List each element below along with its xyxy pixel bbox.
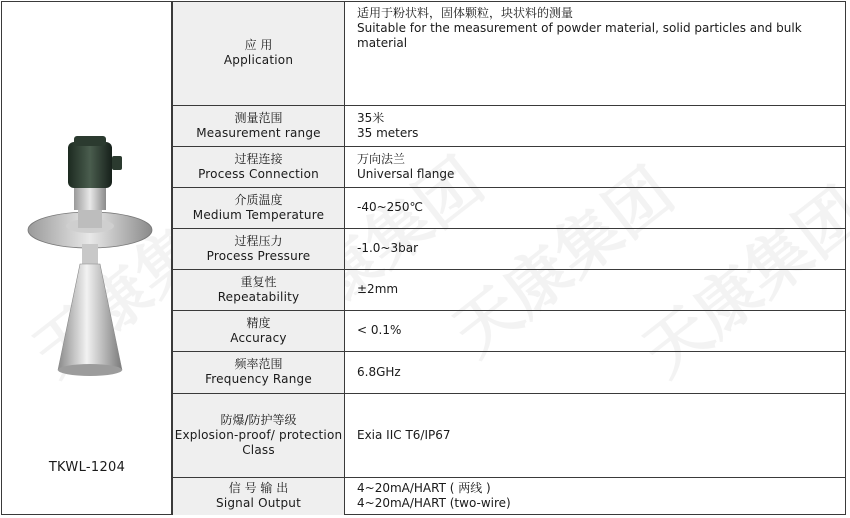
spec-label-en: Application [223,53,294,68]
spec-label-cell [173,2,345,105]
spec-value-cell [345,105,846,146]
radar-level-meter-image [22,132,158,382]
spec-label-en: Process Connection [198,166,319,181]
spec-label-en: Explosion-proof/ protection Class [174,427,343,457]
spec-label-zh: 应 用 [244,38,273,53]
spec-value-line: 4~20mA/HART (two-wire) [357,496,511,511]
spec-label-en: Frequency Range [205,372,312,386]
spec-label-cell [173,477,345,515]
spec-label-zh: 重复性 [240,274,277,289]
specification-table [172,2,845,515]
spec-label-zh: 过程连接 [234,151,283,166]
spec-row [173,228,846,269]
spec-value-line: Exia IIC T6/IP67 [357,427,451,442]
spec-row [173,393,846,477]
spec-label-zh: 过程压力 [234,233,283,248]
spec-value-cell [345,393,846,477]
spec-value-cell [345,351,846,393]
spec-label-zh: 信 号 输 出 [228,481,289,496]
spec-row [173,2,846,105]
spec-label-zh: 防爆/防护等级 [220,412,297,427]
spec-label-en: Medium Temperature [192,207,325,222]
spec-label-cell [173,393,345,477]
spec-row [173,187,846,228]
spec-row [173,146,846,187]
spec-value-line: -40~250℃ [357,200,424,214]
spec-row [173,477,846,515]
spec-value-line: ±2mm [357,282,399,296]
spec-value-line: < 0.1% [357,323,402,337]
spec-label-en: Measurement range [196,125,321,140]
spec-value-line: -1.0~3bar [357,241,419,255]
spec-value-cell [345,2,846,105]
spec-label-cell [173,310,345,351]
spec-value-cell [345,477,846,515]
spec-label-zh: 测量范围 [234,110,283,125]
spec-value-line: Suitable for the measurement of powder material, solid particles and bulk material [357,21,802,50]
spec-value-line: 4~20mA/HART ( 两线 ) [357,481,491,496]
spec-value-cell [345,187,846,228]
spec-label-zh: 介质温度 [234,192,283,207]
spec-label-cell [173,187,345,228]
spec-label-zh: 精度 [246,315,271,330]
spec-label-cell [173,146,345,187]
product-column [2,2,172,514]
spec-label-en: Repeatability [217,289,300,304]
spec-value-line: 35 meters [357,125,419,140]
spec-label-en: Signal Output [216,496,301,511]
spec-label-en: Accuracy [230,330,287,345]
spec-value-line: 适用于粉状料，固体颗粒，块状料的测量 [357,6,574,20]
spec-value-line: 万向法兰 [357,151,406,166]
spec-value-cell [345,310,846,351]
spec-row [173,351,846,393]
spec-value-cell [345,269,846,310]
spec-value-cell [345,228,846,269]
spec-label-en: Process Pressure [206,248,311,263]
spec-sheet [1,1,846,515]
spec-row [173,269,846,310]
product-model: TKWL-1204 [48,460,126,475]
spec-value-line: Universal flange [357,166,455,181]
spec-label-cell [173,351,345,393]
spec-label-zh: 频率范围 [234,357,283,371]
spec-value-cell [345,146,846,187]
spec-label-cell [173,105,345,146]
spec-row [173,105,846,146]
spec-label-cell [173,228,345,269]
spec-row [173,310,846,351]
spec-value-line: 6.8GHz [357,364,401,379]
spec-label-cell [173,269,345,310]
spec-value-line: 35米 [357,110,385,125]
